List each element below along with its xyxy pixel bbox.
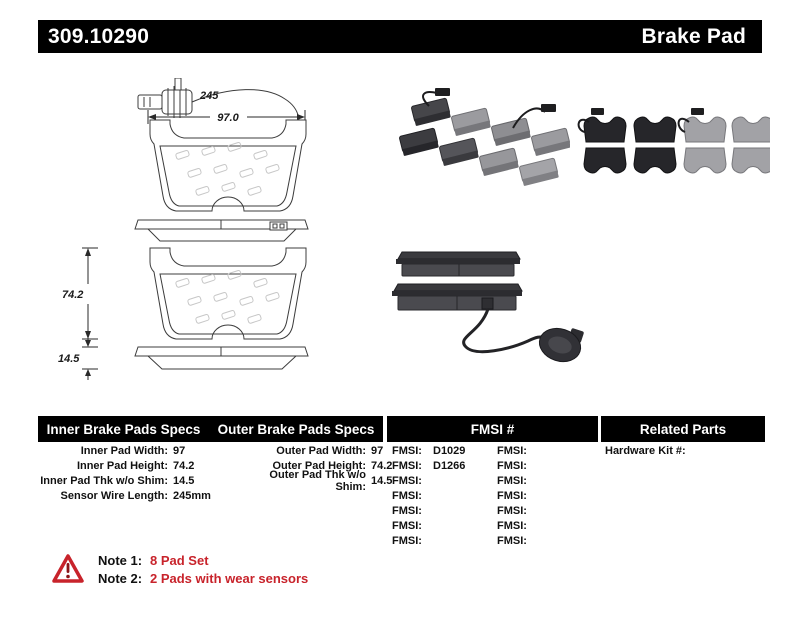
spec-label: Inner Pad Thk w/o Shim: bbox=[40, 474, 168, 487]
fmsi-label: FMSI: bbox=[392, 489, 422, 502]
fmsi-row bbox=[392, 518, 602, 533]
dimension-height bbox=[62, 248, 98, 339]
spec-label: Outer Pad Width: bbox=[276, 444, 366, 457]
fmsi-label: FMSI: bbox=[392, 459, 422, 472]
note-text: 2 Pads with wear sensors bbox=[150, 570, 309, 586]
table-header-fmsi bbox=[387, 416, 598, 442]
dimension-sensor-wire: 245 bbox=[200, 90, 219, 102]
fmsi-column bbox=[392, 443, 602, 548]
fmsi-cell bbox=[497, 505, 602, 517]
header-inner-specs: Inner Brake Pads Specs bbox=[46, 421, 201, 437]
fmsi-value bbox=[429, 505, 433, 517]
spec-label: Outer Pad Thk w/o Shim: bbox=[269, 468, 366, 493]
fmsi-value bbox=[534, 505, 538, 517]
header-outer-specs: Outer Brake Pads Specs bbox=[217, 421, 375, 437]
fmsi-label: FMSI: bbox=[392, 444, 422, 457]
fmsi-label: FMSI: bbox=[497, 474, 527, 487]
table-header-specs bbox=[38, 416, 383, 442]
sensor-connector-icon bbox=[541, 104, 556, 112]
product-type: Brake Pad bbox=[641, 24, 746, 48]
note-row bbox=[98, 569, 308, 587]
fmsi-cell bbox=[392, 505, 497, 517]
fmsi-label: FMSI: bbox=[392, 474, 422, 487]
pad-pair-black-2 bbox=[634, 117, 676, 173]
spec-value: 14.5 bbox=[173, 474, 195, 487]
fmsi-cell bbox=[392, 445, 497, 457]
fmsi-label: FMSI: bbox=[497, 504, 527, 517]
fmsi-label: FMSI: bbox=[392, 534, 422, 547]
fmsi-row bbox=[392, 443, 602, 458]
pad-front-view-2 bbox=[150, 248, 306, 339]
fmsi-value bbox=[534, 490, 538, 502]
note-label: Note 1: bbox=[98, 552, 143, 568]
sensor-connector-icon bbox=[691, 108, 704, 115]
spec-row bbox=[38, 443, 238, 458]
spec-row bbox=[38, 458, 238, 473]
fmsi-value bbox=[534, 535, 538, 547]
spec-value: 14.5 bbox=[371, 474, 393, 487]
notes-list bbox=[98, 551, 308, 587]
note-label: Note 2: bbox=[98, 570, 143, 586]
technical-drawing bbox=[50, 78, 390, 408]
spec-value: 74.2 bbox=[371, 459, 393, 472]
fmsi-value bbox=[429, 520, 433, 532]
spec-label: Inner Pad Width: bbox=[80, 444, 168, 457]
table-header-related bbox=[601, 416, 765, 442]
note-text: 8 Pad Set bbox=[150, 552, 209, 568]
spec-value: 74.2 bbox=[173, 459, 195, 472]
fmsi-cell bbox=[392, 520, 497, 532]
fmsi-value bbox=[534, 520, 538, 532]
edge-pad-2 bbox=[392, 284, 522, 310]
fmsi-row bbox=[392, 488, 602, 503]
header-fmsi: FMSI # bbox=[470, 421, 515, 437]
spec-value: 97 bbox=[173, 444, 186, 457]
spec-label: Inner Pad Height: bbox=[76, 459, 168, 472]
dimension-width-label: 97.0 bbox=[217, 112, 239, 124]
pad-pair-gray-1 bbox=[684, 117, 726, 173]
related-label: Hardware Kit #: bbox=[605, 444, 686, 457]
spec-label: Sensor Wire Length: bbox=[60, 489, 168, 502]
spec-value: 245mm bbox=[173, 489, 211, 502]
fmsi-cell bbox=[392, 490, 497, 502]
sensor-connector-photo bbox=[535, 319, 586, 366]
fmsi-row bbox=[392, 533, 602, 548]
fmsi-cell bbox=[392, 460, 497, 472]
fmsi-value bbox=[429, 535, 433, 547]
related-row bbox=[605, 443, 686, 458]
pad-edge-view-2 bbox=[135, 347, 308, 369]
header-related: Related Parts bbox=[639, 421, 727, 437]
fmsi-label: FMSI: bbox=[497, 489, 527, 502]
fmsi-cell bbox=[497, 475, 602, 487]
fmsi-value: D1266 bbox=[433, 459, 466, 472]
fmsi-value bbox=[534, 460, 538, 472]
spec-row bbox=[38, 488, 238, 503]
fmsi-label: FMSI: bbox=[392, 504, 422, 517]
spec-label: Outer Pad Height: bbox=[272, 459, 366, 472]
fmsi-label: FMSI: bbox=[497, 459, 527, 472]
warning-icon bbox=[52, 554, 84, 584]
fmsi-cell bbox=[392, 475, 497, 487]
fmsi-cell bbox=[392, 535, 497, 547]
fmsi-value bbox=[429, 475, 433, 487]
fmsi-label: FMSI: bbox=[392, 519, 422, 532]
sensor-connector-icon bbox=[435, 88, 450, 96]
pad-front-view-1 bbox=[150, 120, 306, 211]
notes-section bbox=[52, 551, 308, 587]
photo-pad-set bbox=[395, 88, 570, 198]
sensor-wire-photo bbox=[464, 309, 545, 352]
pad-pair-black-1 bbox=[584, 117, 626, 173]
fmsi-value bbox=[534, 475, 538, 487]
related-parts-column bbox=[605, 443, 686, 458]
fmsi-row bbox=[392, 503, 602, 518]
fmsi-value bbox=[534, 445, 538, 457]
part-number: 309.10290 bbox=[48, 24, 150, 48]
photo-pad-pairs bbox=[575, 108, 770, 183]
fmsi-label: FMSI: bbox=[497, 519, 527, 532]
note-row bbox=[98, 551, 308, 569]
fmsi-value: D1029 bbox=[433, 444, 466, 457]
fmsi-value bbox=[429, 490, 433, 502]
inner-specs-column bbox=[38, 443, 238, 503]
dimension-height-label: 74.2 bbox=[62, 289, 84, 301]
fmsi-cell bbox=[497, 520, 602, 532]
spec-value: 97 bbox=[371, 444, 384, 457]
dimension-thickness bbox=[58, 336, 98, 380]
sensor-connector-icon bbox=[591, 108, 604, 115]
fmsi-cell bbox=[497, 490, 602, 502]
fmsi-cell bbox=[497, 460, 602, 472]
pad-edge-view-1 bbox=[135, 220, 308, 241]
spec-row bbox=[38, 473, 238, 488]
fmsi-cell bbox=[497, 535, 602, 547]
fmsi-label: FMSI: bbox=[497, 444, 527, 457]
photo-edge-sensor bbox=[388, 243, 603, 373]
edge-pad-1 bbox=[396, 252, 520, 276]
fmsi-row bbox=[392, 458, 602, 473]
header-bar bbox=[38, 20, 762, 53]
fmsi-label: FMSI: bbox=[497, 534, 527, 547]
fmsi-cell bbox=[497, 445, 602, 457]
pad-pair-gray-2 bbox=[732, 117, 770, 173]
fmsi-row bbox=[392, 473, 602, 488]
dimension-thickness-label: 14.5 bbox=[58, 353, 80, 365]
